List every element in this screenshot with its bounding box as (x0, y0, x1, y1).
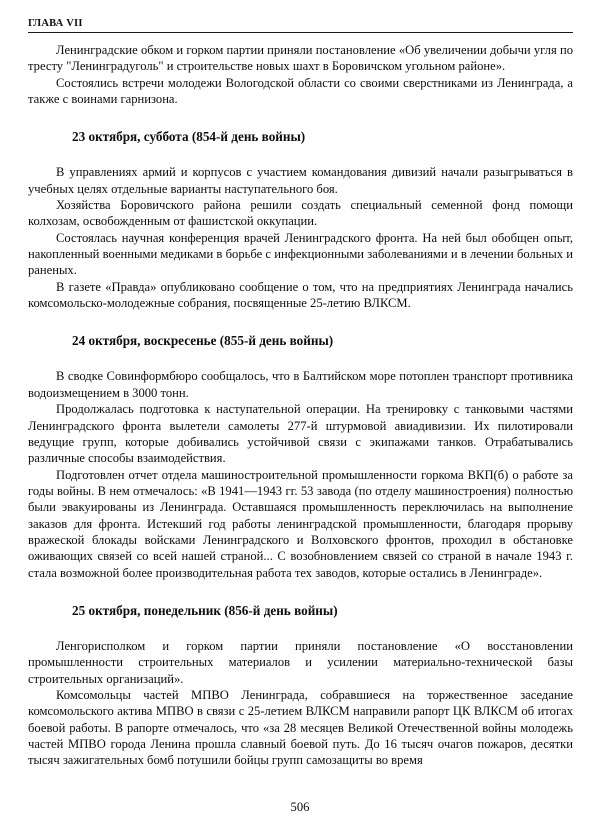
paragraph: Состоялась научная конференция врачей Ленинградского фронта. На ней был обобщен опыт, накопленный военными медиками в борьбе с инфекционными заболеваниями и в лечении больных и раненых. (28, 230, 573, 278)
paragraph: Подготовлен отчет отдела машиностроительной промышленности горкома ВКП(б) о работе за годы войны. В нем отмечалось: «В 1941—1943 гг. 53 завода (по отделу машиностроения) полностью были эвакуированы из Ленинграда. Оставшаяся промышленность переключилась на выполнение заказов для фронта. Истекший год работы ленинградской промышленности, благодаря прорыву вражеской блокады войсками Ленинградского и Волховского фронтов, проходил в обстановке оживающих связей со всей нашей страной... С возобновлением связей со страной в начале 1943 г. стала возможной более производительная работа тех заводов, которые остались в Ленинграде». (28, 467, 573, 580)
paragraph: Комсомольцы частей МПВО Ленинграда, собравшиеся на торжественное заседание комсомольского актива МПВО в связи с 25-летием ВЛКСМ направили рапорт ЦК ВЛКСМ об итогах боевой работы. В рапорте отмечалось, что «за 28 месяцев Великой Отечественной войны молодежь частей МПВО города Ленина прошла славный боевой путь. До 16 тысяч очагов пожаров, десятки тысяч зажигательных бомб потушили бойцы групп самозащиты во время (28, 687, 573, 768)
paragraph: В сводке Совинформбюро сообщалось, что в Балтийском море потоплен транспорт противника водоизмещением в 3000 тонн. (28, 369, 573, 400)
paragraph: Состоялись встречи молодежи Вологодской области со своими сверстниками из Ленинграда, а также с воинами гарнизона. (28, 75, 573, 107)
spacer (28, 619, 573, 638)
spacer (28, 349, 573, 368)
spacer (28, 107, 573, 129)
spacer (28, 581, 573, 603)
page-number: 506 (290, 800, 310, 814)
date-heading: 24 октября, воскресенье (855-й день войны) (72, 333, 334, 349)
date-heading: 25 октября, понедельник (856-й день войны) (72, 602, 338, 618)
paragraph: В управлениях армий и корпусов с участием командования дивизий начали разыгрываться в учебных целях отдельные варианты наступательного боя. (28, 165, 573, 196)
text-column (28, 42, 573, 769)
spacer (28, 311, 573, 333)
paragraph: Ленгорисполком и горком партии приняли постановление «О восстановлении промышленности строительных материалов и усилении материально-технической базы строительных организаций». (28, 638, 573, 686)
paragraph: Продолжалась подготовка к наступательной операции. На тренировку с танковыми частями Ленинградского фронта вылетели самолеты 277-й штурмовой авиадивизии. Их пилотировали ведущие групп, которые добивались устойчивой связи с экипажами танков. Отрабатывались различные способы взаимодействия. (28, 402, 573, 466)
paragraph: Ленинградские обком и горком партии приняли постановление «Об увеличении добычи угля по тресту "Ленинградуголь" и строительстве новых шахт в Боровичском угольном районе». (28, 43, 573, 74)
chapter-label: ГЛАВА VII (28, 18, 83, 29)
header-rule (28, 32, 573, 33)
date-heading: 23 октября, суббота (854-й день войны) (72, 129, 306, 145)
paragraph: Хозяйства Боровичского района решили создать специальный семенной фонд помощи колхозам, освобожденным от фашистской оккупации. (28, 198, 573, 229)
running-head (28, 18, 573, 33)
paragraph: В газете «Правда» опубликовано сообщение о том, что на предприятиях Ленинграда начались комсомольско-молодежные собрания, посвященные 25-летию ВЛКСМ. (28, 279, 573, 311)
spacer (28, 145, 573, 164)
